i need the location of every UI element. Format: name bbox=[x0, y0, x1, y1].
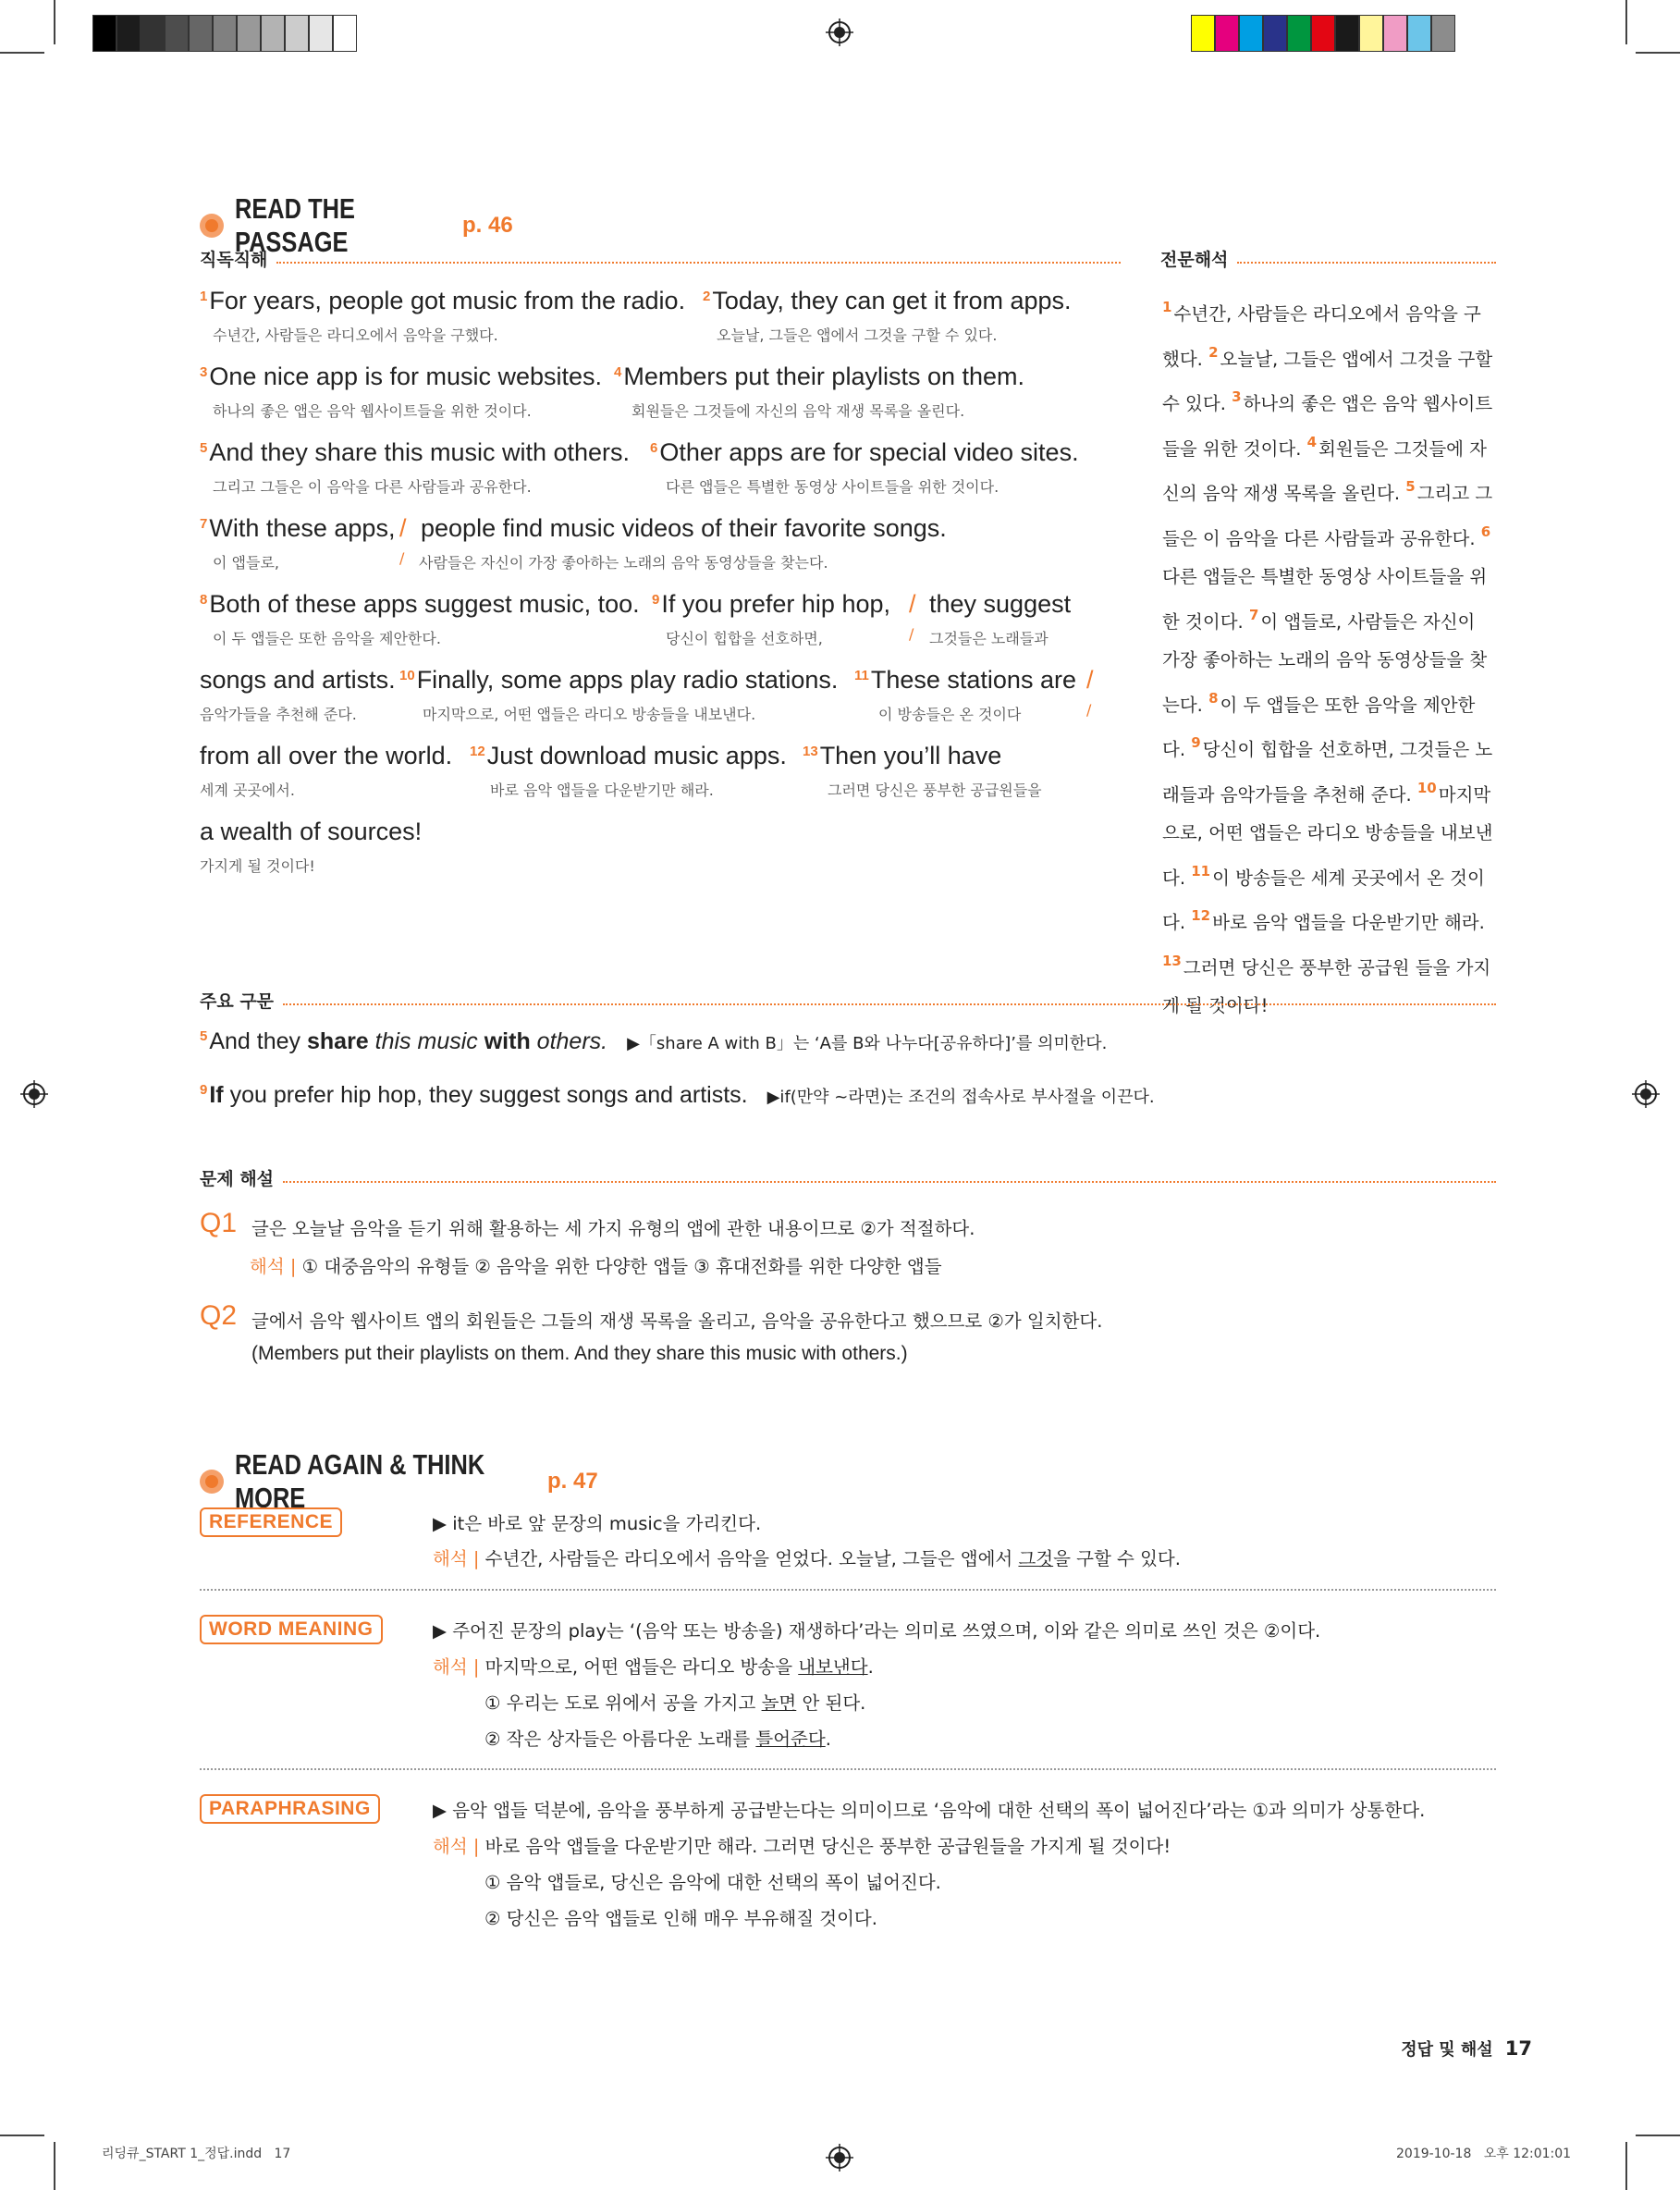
english-text: from all over the world. bbox=[200, 742, 453, 769]
subheading-question-explanation bbox=[200, 1165, 1496, 1190]
word-meaning-option-2 bbox=[484, 1725, 831, 1751]
section-title: READ AGAIN & THINK MORE bbox=[235, 1448, 485, 1514]
sentence-number: 9 bbox=[1191, 734, 1201, 751]
translation-sentence: 당신이 힙합을 선호하면, 그것들은 노래들과 음악가들을 추천해 준다. bbox=[1162, 739, 1493, 806]
structure-sentence-9 bbox=[200, 1082, 1155, 1109]
english-text: If you prefer hip hop, bbox=[661, 590, 890, 618]
passage-english-chunk bbox=[200, 666, 396, 695]
sentence-number: 12 bbox=[470, 744, 485, 759]
color-swatch bbox=[1383, 15, 1407, 52]
reference-badge: REFERENCE bbox=[200, 1507, 342, 1537]
underlined-text: 놀면 bbox=[761, 1692, 797, 1714]
english-text: With these apps, bbox=[209, 514, 396, 542]
sentence-number: 5 bbox=[200, 440, 208, 456]
question-label-q2: Q2 bbox=[200, 1300, 238, 1331]
color-swatch bbox=[1191, 15, 1215, 52]
passage-korean-gloss: 세계 곳곳에서. bbox=[200, 781, 295, 799]
sentence-number: 7 bbox=[200, 516, 208, 532]
color-swatch bbox=[333, 15, 357, 52]
word-meaning-translation bbox=[433, 1653, 874, 1679]
divider bbox=[200, 1589, 1496, 1591]
section-page-ref: p. 46 bbox=[462, 213, 513, 238]
sentence-number: 3 bbox=[200, 364, 208, 380]
english-text: Then you’ll have bbox=[819, 742, 1002, 769]
text: ① 우리는 도로 위에서 공을 가지고 bbox=[484, 1692, 762, 1714]
sentence-number: 8 bbox=[200, 592, 208, 608]
crop-mark bbox=[0, 52, 44, 54]
color-swatch bbox=[189, 15, 213, 52]
passage-korean-gloss: 그것들은 노래들과 bbox=[929, 630, 1048, 647]
translation-sentence: 이 앱들로, 사람들은 자신이 가장 좋아하는 노래의 음악 동영상들을 찾는다. bbox=[1162, 610, 1488, 716]
page-footer bbox=[1387, 2036, 1532, 2061]
sentence-number: 13 bbox=[1162, 952, 1182, 969]
passage-english-chunk bbox=[200, 742, 452, 770]
english-text: Both of these apps suggest music, too. bbox=[209, 590, 640, 618]
english-text: songs and artists. bbox=[200, 666, 396, 694]
bullet-circle-icon bbox=[200, 214, 224, 238]
sentence-number: 4 bbox=[1306, 433, 1318, 450]
color-swatch bbox=[1431, 15, 1455, 52]
color-swatch bbox=[1311, 15, 1335, 52]
translation-sentence: 이 두 앱들은 또한 음악을 제안한다. bbox=[1162, 694, 1476, 760]
sentence-number: 2 bbox=[1208, 343, 1219, 361]
sentence-number: 4 bbox=[614, 364, 622, 380]
passage-english-chunk bbox=[929, 590, 1071, 619]
registration-mark-icon bbox=[826, 2144, 853, 2172]
passage-korean-gloss: 당신이 힙합을 선호하면, bbox=[666, 630, 823, 647]
sentence-number: 10 bbox=[1416, 779, 1437, 796]
reference-translation bbox=[433, 1544, 1181, 1570]
text: . bbox=[825, 1729, 831, 1750]
passage-korean-gloss: 하나의 좋은 앱은 음악 웹사이트들을 위한 것이다. bbox=[213, 402, 532, 420]
color-swatch bbox=[116, 15, 141, 52]
translation-label: 해석 | bbox=[433, 1836, 480, 1857]
sentence-number: 7 bbox=[1248, 606, 1259, 623]
question-label-q1: Q1 bbox=[200, 1208, 238, 1238]
word-meaning-badge: WORD MEANING bbox=[200, 1615, 383, 1644]
sentence-number: 5 bbox=[200, 1028, 208, 1044]
chunk-divider-slash: / bbox=[909, 590, 916, 618]
paraphrasing-badge: PARAPHRASING bbox=[200, 1794, 380, 1824]
color-swatch bbox=[1239, 15, 1263, 52]
text: 수년간, 사람들은 라디오에서 음악을 얻었다. 오늘날, 그들은 앱에서 bbox=[484, 1548, 1019, 1569]
text: with bbox=[484, 1028, 531, 1054]
text: you prefer hip hop, they suggest songs and artists. bbox=[223, 1082, 748, 1108]
color-swatch bbox=[237, 15, 261, 52]
text: 안 된다. bbox=[796, 1692, 866, 1714]
sentence-number: 6 bbox=[1480, 523, 1491, 540]
word-meaning-explanation: ▶ 주어진 문장의 play는 ‘(음악 또는 방송을) 재생하다’라는 의미로 쓰였으며, 이와 같은 의미로 쓰인 것은 ②이다. bbox=[433, 1620, 1321, 1642]
passage-korean-gloss: 그리고 그들은 이 음악을 다른 사람들과 공유한다. bbox=[213, 478, 532, 496]
subheading-label: 직독직해 bbox=[200, 250, 268, 270]
slug-date: 2019-10-18 오후 12:01:01 bbox=[1396, 2147, 1572, 2161]
passage-korean-gloss: 이 두 앱들은 또한 음악을 제안한다. bbox=[213, 630, 441, 647]
color-swatch bbox=[1407, 15, 1431, 52]
section-title: READ THE PASSAGE bbox=[235, 192, 355, 258]
color-swatch bbox=[213, 15, 237, 52]
registration-mark-icon bbox=[20, 1080, 48, 1108]
color-swatch bbox=[1359, 15, 1383, 52]
divider bbox=[200, 1768, 1496, 1770]
passage-english-chunk bbox=[200, 590, 640, 619]
paraphrasing-option-2: ② 당신은 음악 앱들로 인해 매우 부유해질 것이다. bbox=[484, 1908, 877, 1929]
color-swatch bbox=[1215, 15, 1239, 52]
passage-english-chunk bbox=[200, 363, 602, 391]
chunk-divider-slash: / bbox=[1086, 666, 1094, 694]
underlined-text: 틀어준다 bbox=[755, 1729, 826, 1750]
passage-korean-gloss: 바로 음악 앱들을 다운받기만 해라. bbox=[490, 781, 714, 799]
translation-label: 해석 | bbox=[433, 1656, 480, 1678]
english-text: a wealth of sources! bbox=[200, 818, 423, 845]
english-text: For years, people got music from the radio. bbox=[209, 287, 686, 314]
structure-note: ▶「share A with B」는 ‘A를 B와 나누다[공유하다]’를 의미한다. bbox=[627, 1034, 1108, 1053]
subheading-label: 전문해석 bbox=[1160, 250, 1229, 270]
text: And they bbox=[209, 1028, 307, 1054]
sentence-number: 11 bbox=[854, 668, 869, 683]
translation-sentence: 그러면 당신은 풍부한 공급원 들을 가지게 될 것이다! bbox=[1162, 956, 1491, 1016]
reference-explanation: ▶ it은 바로 앞 문장의 music을 가리킨다. bbox=[433, 1513, 762, 1534]
question-2-explanation: 글에서 음악 웹사이트 앱의 회원들은 그들의 재생 목록을 올리고, 음악을 공유한다고 했으므로 ②가 일치한다. bbox=[251, 1310, 1103, 1332]
translation-sentence: 이 방송들은 세계 곳곳에서 온 것이다. bbox=[1162, 867, 1485, 933]
passage-korean-gloss: 다른 앱들은 특별한 동영상 사이트들을 위한 것이다. bbox=[666, 478, 999, 496]
crop-mark bbox=[1625, 0, 1627, 44]
subheading-label: 문제 해설 bbox=[200, 1169, 275, 1189]
question-2-evidence: (Members put their playlists on them. And they share this music with others.) bbox=[251, 1343, 908, 1364]
registration-mark-icon bbox=[1632, 1080, 1660, 1108]
translation-sentence: 오늘날, 그들은 앱에서 그것을 구할 수 있다. bbox=[1162, 348, 1493, 414]
paraphrasing-explanation: ▶ 음악 앱들 덕분에, 음악을 풍부하게 공급받는다는 의미이므로 ‘음악에 대한 선택의 폭이 넓어진다’라는 ①과 의미가 상통한다. bbox=[433, 1800, 1426, 1821]
color-swatch bbox=[1287, 15, 1311, 52]
full-translation-paragraph bbox=[1162, 289, 1495, 1026]
passage-english-chunk bbox=[703, 287, 1072, 315]
passage-english-chunk bbox=[399, 666, 838, 695]
text: . bbox=[867, 1656, 874, 1678]
english-text: Members put their playlists on them. bbox=[623, 363, 1025, 390]
subheading-key-structures bbox=[200, 988, 1496, 1013]
passage-english-chunk bbox=[200, 514, 395, 543]
sentence-number: 11 bbox=[1191, 862, 1211, 880]
translation-sentence: 그리고 그들은 이 음악을 다른 사람들과 공유한다. bbox=[1162, 483, 1493, 549]
translation-sentence: 다른 앱들은 특별한 동영상 사이트들을 위한 것이다. bbox=[1162, 566, 1488, 633]
passage-korean-gloss: 그러면 당신은 풍부한 공급원들을 bbox=[828, 781, 1042, 799]
passage-english-chunk bbox=[854, 666, 1076, 695]
passage-english-chunk bbox=[803, 742, 1001, 770]
underlined-text: 그것 bbox=[1018, 1548, 1054, 1569]
chunk-divider-slash: / bbox=[399, 549, 405, 567]
text: others. bbox=[530, 1028, 608, 1054]
passage-english-chunk bbox=[200, 438, 630, 467]
english-text: And they share this music with others. bbox=[209, 438, 631, 466]
structure-note: ▶if(만약 ~라면)는 조건의 접속사로 부사절을 이끈다. bbox=[766, 1088, 1155, 1107]
sentence-number: 8 bbox=[1208, 689, 1219, 707]
text: share bbox=[306, 1028, 369, 1054]
crop-mark bbox=[1636, 52, 1680, 54]
color-swatch bbox=[1263, 15, 1287, 52]
english-text: One nice app is for music websites. bbox=[209, 363, 603, 390]
translation-text: ① 대중음악의 유형들 ② 음악을 위한 다양한 앱들 ③ 휴대전화를 위한 다양한 앱들 bbox=[301, 1256, 942, 1277]
slug-filename: 리딩큐_START 1_정답.indd 17 bbox=[102, 2147, 291, 2161]
passage-korean-gloss: 가지게 될 것이다! bbox=[200, 857, 315, 875]
text: 을 구할 수 있다. bbox=[1053, 1548, 1181, 1569]
translation-label: 해석 | bbox=[250, 1256, 297, 1277]
translation-sentence: 하나의 좋은 앱은 음악 웹사이트들을 위한 것이다. bbox=[1162, 393, 1493, 460]
color-swatch bbox=[92, 15, 116, 52]
passage-korean-gloss: 음악가들을 추천해 준다. bbox=[200, 706, 357, 723]
registration-mark-icon bbox=[826, 18, 853, 46]
color-swatch bbox=[261, 15, 285, 52]
text: this music bbox=[368, 1028, 484, 1054]
sentence-number: 1 bbox=[1162, 299, 1172, 315]
sentence-number: 9 bbox=[652, 592, 660, 608]
sentence-number: 10 bbox=[399, 668, 415, 683]
word-meaning-option-1 bbox=[484, 1689, 865, 1715]
color-swatch bbox=[165, 15, 189, 52]
chunk-divider-slash: / bbox=[1086, 701, 1092, 719]
passage-english-chunk bbox=[200, 287, 685, 315]
section-header-again bbox=[200, 1448, 598, 1515]
crop-mark bbox=[0, 2135, 44, 2136]
passage-korean-gloss: 사람들은 자신이 가장 좋아하는 노래의 음악 동영상들을 찾는다. bbox=[419, 554, 828, 572]
crop-mark bbox=[1636, 2135, 1680, 2136]
color-swatch bbox=[309, 15, 333, 52]
passage-english-chunk bbox=[200, 818, 422, 846]
passage-korean-gloss: 오늘날, 그들은 앱에서 그것을 구할 수 있다. bbox=[717, 326, 998, 344]
paraphrasing-translation bbox=[433, 1832, 1171, 1858]
underlined-text: 내보낸다 bbox=[798, 1656, 868, 1678]
footer-section-label: 정답 및 해설 bbox=[1401, 2040, 1493, 2060]
chunk-divider-slash: / bbox=[909, 625, 914, 643]
crop-mark bbox=[54, 0, 55, 44]
sentence-number: 13 bbox=[803, 744, 818, 759]
sentence-number: 9 bbox=[200, 1082, 208, 1098]
english-text: people find music videos of their favorite songs. bbox=[421, 514, 947, 542]
english-text: Just download music apps. bbox=[486, 742, 787, 769]
passage-english-chunk bbox=[614, 363, 1024, 391]
english-text: Other apps are for special video sites. bbox=[659, 438, 1079, 466]
english-text: These stations are bbox=[870, 666, 1076, 694]
color-swatch bbox=[285, 15, 309, 52]
subheading-full-translation bbox=[1160, 246, 1496, 271]
passage-korean-gloss: 이 방송들은 온 것이다 bbox=[878, 706, 1022, 723]
text: If bbox=[209, 1082, 224, 1108]
sentence-number: 12 bbox=[1191, 907, 1211, 924]
translation-label: 해석 | bbox=[433, 1548, 480, 1569]
passage-english-chunk bbox=[650, 438, 1079, 467]
passage-korean-gloss: 회원들은 그것들에 자신의 음악 재생 목록을 올린다. bbox=[632, 402, 965, 420]
text: 바로 음악 앱들을 다운받기만 해라. 그러면 당신은 풍부한 공급원들을 가지게 될 것이다! bbox=[484, 1836, 1171, 1857]
translation-sentence: 바로 음악 앱들을 다운받기만 해라. bbox=[1212, 912, 1485, 933]
page-number: 17 bbox=[1504, 2037, 1532, 2060]
color-swatch bbox=[1335, 15, 1359, 52]
translation-sentence: 수년간, 사람들은 라디오에서 음악을 구했다. bbox=[1162, 303, 1481, 370]
english-text: Finally, some apps play radio stations. bbox=[416, 666, 839, 694]
crop-mark bbox=[54, 2142, 55, 2190]
passage-english-chunk bbox=[421, 514, 947, 543]
english-text: they suggest bbox=[929, 590, 1072, 618]
passage-korean-gloss: 마지막으로, 어떤 앱들은 라디오 방송들을 내보낸다. bbox=[423, 706, 756, 723]
sentence-number: 3 bbox=[1232, 388, 1242, 405]
sentence-number: 2 bbox=[703, 289, 711, 304]
sentence-number: 1 bbox=[200, 289, 208, 304]
passage-english-chunk bbox=[470, 742, 787, 770]
subheading-direct-reading bbox=[200, 246, 1121, 271]
translation-sentence: 마지막으로, 어떤 앱들은 라디오 방송들을 내보낸다. bbox=[1162, 783, 1493, 889]
passage-english-chunk bbox=[652, 590, 890, 619]
translation-sentence: 회원들은 그것들에 자신의 음악 재생 목록을 올린다. bbox=[1162, 437, 1488, 504]
text: ② 작은 상자들은 아름다운 노래를 bbox=[484, 1729, 756, 1750]
paraphrasing-option-1: ① 음악 앱들로, 당신은 음악에 대한 선택의 폭이 넓어진다. bbox=[484, 1872, 941, 1893]
sentence-number: 6 bbox=[650, 440, 658, 456]
bullet-circle-icon bbox=[200, 1470, 224, 1494]
color-swatch bbox=[141, 15, 165, 52]
chunk-divider-slash: / bbox=[399, 514, 407, 542]
english-text: Today, they can get it from apps. bbox=[712, 287, 1072, 314]
passage-korean-gloss: 이 앱들로, bbox=[213, 554, 279, 572]
subheading-label: 주요 구문 bbox=[200, 991, 275, 1012]
structure-sentence-5 bbox=[200, 1028, 1107, 1055]
question-1-translation bbox=[250, 1252, 942, 1278]
question-1-explanation: 글은 오늘날 음악을 듣기 위해 활용하는 세 가지 유형의 앱에 관한 내용이므로 ②가 적절하다. bbox=[251, 1218, 975, 1239]
text: 마지막으로, 어떤 앱들은 라디오 방송을 bbox=[484, 1656, 799, 1678]
crop-mark bbox=[1625, 2142, 1627, 2190]
section-page-ref: p. 47 bbox=[547, 1469, 598, 1494]
passage-korean-gloss: 수년간, 사람들은 라디오에서 음악을 구했다. bbox=[213, 326, 498, 344]
sentence-number: 5 bbox=[1405, 478, 1416, 495]
